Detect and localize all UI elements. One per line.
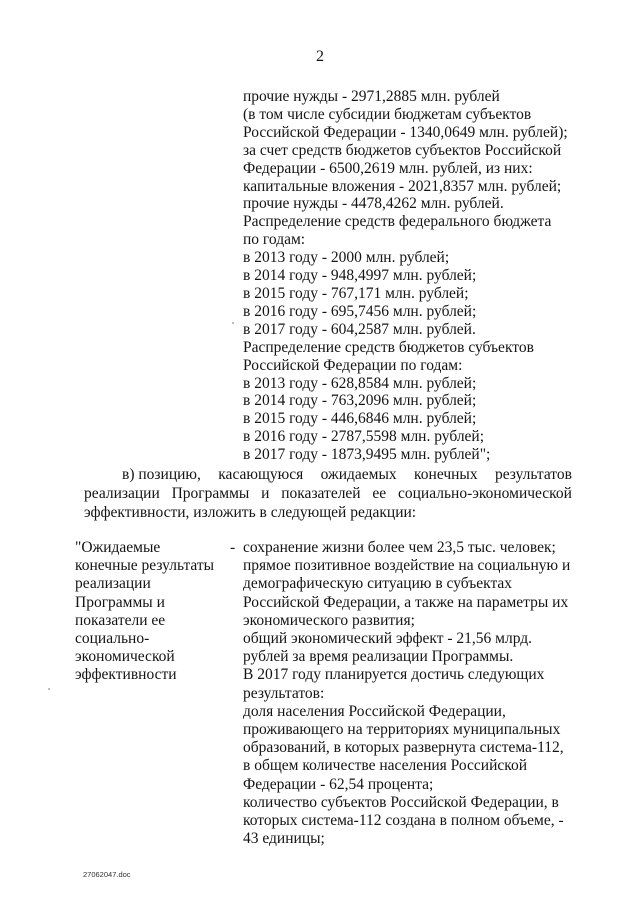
paragraph-word: социально-экономической <box>398 485 572 502</box>
text-line: в 2015 году - 767,171 млн. рублей; <box>243 284 469 302</box>
result-line: прямое позитивное воздействие на социальную и <box>243 557 571 575</box>
page-number: 2 <box>316 48 324 65</box>
result-line: доля населения Российской Федерации, <box>243 702 506 720</box>
label-line: Программы и <box>75 593 165 611</box>
label-line: реализации <box>75 575 151 593</box>
file-name-footer: 27062047.doc <box>83 870 131 879</box>
result-line: В 2017 году планируется достичь следующих <box>243 666 545 684</box>
text-line: за счет средств бюджетов субъектов Российской <box>243 141 562 159</box>
paragraph-word: реализации <box>84 485 160 502</box>
label-line: экономической <box>75 648 175 666</box>
label-line: социально- <box>75 630 150 648</box>
label-line: "Ожидаемые <box>75 539 161 556</box>
text-line: Распределение средств федерального бюджета <box>243 213 552 231</box>
paragraph-word: и <box>261 485 270 502</box>
label-line: показатели ее <box>75 611 166 629</box>
result-line: в общем количестве населения Российской <box>243 757 528 775</box>
paragraph-word: Программы <box>171 485 250 502</box>
paragraph-word: касающуюся <box>218 466 304 483</box>
result-line: результатов: <box>243 684 325 702</box>
scan-speck <box>48 688 50 690</box>
result-line: проживающего на территориях муниципальных <box>243 721 561 739</box>
result-line: рублей за время реализации Программы. <box>243 648 514 666</box>
paragraph-word: в) позицию, <box>122 466 201 483</box>
amendment-paragraph <box>84 465 572 522</box>
text-line: капитальные вложения - 2021,8357 млн. рублей; <box>243 177 562 195</box>
result-line: Российской Федерации, а также на параметры их <box>243 593 569 611</box>
result-line: образований, в которых развернута система-112, <box>243 739 564 757</box>
paragraph-line <box>84 465 572 484</box>
text-line: Распределение средств бюджетов субъектов <box>243 338 534 356</box>
result-line: общий экономический эффект - 21,56 млрд. <box>243 630 533 648</box>
results-label-column <box>75 539 214 685</box>
paragraph-word: ее <box>372 485 387 502</box>
text-line: по годам: <box>243 231 306 249</box>
text-line: в 2015 году - 446,6846 млн. рублей; <box>243 410 477 428</box>
expected-results-column <box>243 539 570 848</box>
text-line: Российской Федерации - 1340,0649 млн. рублей); <box>243 123 568 141</box>
text-line: прочие нужды - 2971,2885 млн. рублей <box>243 88 500 105</box>
result-line: сохранение жизни более чем 23,5 тыс. человек; <box>243 539 556 556</box>
text-line: Российской Федерации по годам: <box>243 356 463 374</box>
result-line: которых система-112 создана в полном объеме, - <box>243 812 564 830</box>
paragraph-word: результатов <box>494 466 572 483</box>
result-line: демографическую ситуацию в субъектах <box>243 575 513 593</box>
separator-dash: - <box>230 539 236 556</box>
result-line: 43 единицы; <box>243 830 325 848</box>
paragraph-word: конечных <box>414 466 478 483</box>
label-line: конечные результаты <box>75 557 215 575</box>
text-line: в 2017 году - 1873,9495 млн. рублей"; <box>243 446 491 464</box>
text-line: Федерации - 6500,2619 млн. рублей, из них: <box>243 159 533 177</box>
text-line: в 2016 году - 695,7456 млн. рублей; <box>243 302 477 320</box>
scan-speck <box>232 322 234 324</box>
text-line: (в том числе субсидии бюджетам субъектов <box>243 105 532 123</box>
result-line: экономического развития; <box>243 611 415 629</box>
text-line: в 2014 году - 763,2096 млн. рублей; <box>243 392 477 410</box>
paragraph-line <box>84 484 572 503</box>
paragraph-word: показателей <box>281 485 361 502</box>
funding-distribution-block <box>243 88 568 464</box>
text-line: прочие нужды - 4478,4262 млн. рублей. <box>243 195 504 213</box>
paragraph-line: эффективности, изложить в следующей редакции: <box>84 504 417 521</box>
text-line: в 2017 году - 604,2587 млн. рублей. <box>243 320 476 338</box>
text-line: в 2014 году - 948,4997 млн. рублей; <box>243 267 477 285</box>
text-line: в 2013 году - 628,8584 млн. рублей; <box>243 374 477 392</box>
paragraph-word: ожидаемых <box>320 466 397 483</box>
result-line: количество субъектов Российской Федерации, в <box>243 793 559 811</box>
text-line: в 2013 году - 2000 млн. рублей; <box>243 249 450 267</box>
text-line: в 2016 году - 2787,5598 млн. рублей; <box>243 428 485 446</box>
label-line: эффективности <box>75 666 177 684</box>
result-line: Федерации - 62,54 процента; <box>243 775 434 793</box>
